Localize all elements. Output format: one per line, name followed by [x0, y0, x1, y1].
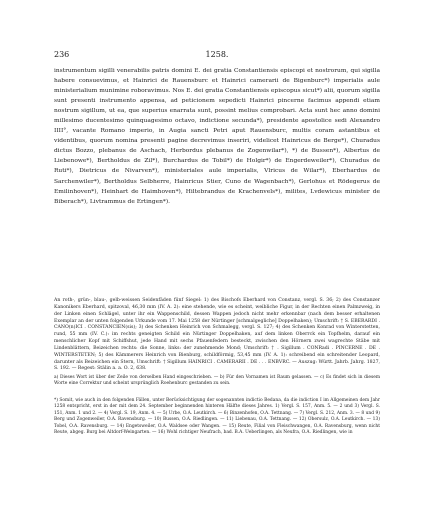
textual-apparatus: a) Dieses Wort ist über der Zeile von derselben Hand eingeschrieben. — b) Für den Vornamen ist Raum gelassen. — c) Es findet sich in diesem Worte eine Correktur und scheint ursprünglich Roehenburc gestanden zu sein.	[54, 375, 380, 387]
page-header	[54, 50, 380, 62]
seal-description: An roth-, grün-, blau-, gelb-weissen Seidenfäden fünf Siegel: 1) des Bischofs Eberhard von Constanz, vergl. S. 36; 2) des Constanzer Kanonikers Eberhard, spitzoval, 46,30 mm (IV. A. 2): eine stehende, wie es scheint, weibliche Figur, in der Rechten einen Palmzweig, in der Linken einen Schlägel, unter ihr ein Wappenschild, dessen Wappen jedoch nicht mehr erkennbar (nach dem besser erhaltenen Exemplar an der unten folgenden Urkunde vom 17. Mai 1258 der Nürtinger [schmalgegliche] Doppelhaken); Umschrift: † S. EBERARDI . CANO(n)ICI . CONSTANCIEN(sis); 3) des Schenken Heinrich von Schmalegg, vergl. S. 127; 4) des Schenken Konrad von Winterstetten, rund, 55 mm (IV. C.): im rechts geneigten Schild ein Nürtinger Doppelhaken, auf dem linken Oberrck ein Topfhelm, darauf ein menschlicher Kopf mit Schiffshut, jede Hand mit sechs Pfauenfedern besteckt, zwischen den Hörnern zwei wagrechte Stäbe mit Lindenblättern, Beizeichen rechts: die Sonne, links: der zunehmende Mond; Umschrift: † . Sigillum . CONRadi . PINCERNE . DE . WINTERSTETEN; 5) des Kämmerers Heinrich von Bienburg, schildförmig, 53,45 mm (IV. A. 1): schreibend ein schreitender Leopard, darunter als Beizeichen ein Stern, Umschrift: † Sigillum HAINRICI . CAMERARII . DE . . . ENBVRC. — Auszug: Württ. Jahrb. Jahrg. 1827, S. 192. — Regest: Stälin a. a. O. 2, 638.	[54, 298, 380, 372]
running-header-year: 1258.	[205, 50, 229, 59]
page-number: 236	[54, 50, 70, 59]
charter-text: instrumentum sigilli venerabilis patris domini E. dei gratia Constantiensis episcopi et nostrorum, qui sigilla habere consuevimus, et Hainrici de Rauensburc et Hainrici camerarii de Bigenburc*) imperialis aule ministerialium munimine roboravimus. Nos E. dei gratia Constantiensis episcopus sicut*) alii, quorum sigilla sunt presenti instrumento appensa, ad peticionem sepedicti Hainrici pincerne facimus appendi etiam nostrum sigillum, ut ea, que superius enarrata sunt, possint melius comprobari. Acta sunt hec anno domini millesimo ducentesimo quinquagesimo octavo, indictione secunda*), presidente apostolice sedi Alexandro IIII°, vacante Romano imperio, in Augia sancti Petri aput Rauensburc, multis coram astantibus et videntibus, quorum nomina presenti pagine decrevimus inseriri, videlicet Hainricus de Berge*), Churadus dictus Bozzo, plebanus de Aschach, Herbordus plebanus de Zogenwilar*), *) de Bussen*), Albertus de Liebenowe*), Bertholdus de Zil*), Burchardus de Tobil*) de Holgir*) de Engerdeweiler*), Churadus de Ruti*), Dietricus de Nivarven*), ministeriales aule imperialis, Vlricus de Wilar*), Eberhardus de Sarchenwiler*), Bertholdus Selbherre, Hainricus Stier, Cuno de Wagenbach*), Gerlohus et Rödegerus de Emilinhoven*), Heinhart de Haimhoven*), Hiltebrandus de Krachenvels*), milites, Lvdewicus minister de Biberach*), Livtrammus de Ertingen*).	[54, 68, 380, 205]
commentary-notes: *) Somit, wie auch in den folgenden Fällen, unter Berücksichtigung der sogenannten indictio Bedana, da die indiction I im Allgemeinen dem Jahr 1258 entspricht, erst in der mit dem 24. September beginnenden hinteren Hälfte dieses Jahres. 1) Vergl. S. 157, Anm. 5. — 2 und 3) Vergl. S. 151, Anm. 1 und 2. — 4) Vergl. S. 19, Anm. 4. — 5) Urbe, O.A. Leutkirch. — 6) Binzenhofen, O.A. Tettnang. — 7) Vergl. S. 212, Anm. 3. — 8 und 9) Berg und Zogenweiler, O.A. Ravensburg. — 10) Bussen, O.A. Riedlingen. — 11) Liebenau, O.A. Tettnang. — 12) Obersulz, O.A. Leutkirch. — 13) Tobel, O.A. Ravensburg. — 14) Engetsweiler, O.A. Waldsee oder Wangen. — 15) Reute, Filial von Fleischwangen, O.A. Ravensburg, wenn nicht Reute, abgeg. Burg bei Altdorf-Weingarten. — 16) Wohl richtiger Neufrach, bad. B.A. Ueberlingen, als Neufra, O.A. Riedlingen, wie in	[54, 398, 380, 436]
